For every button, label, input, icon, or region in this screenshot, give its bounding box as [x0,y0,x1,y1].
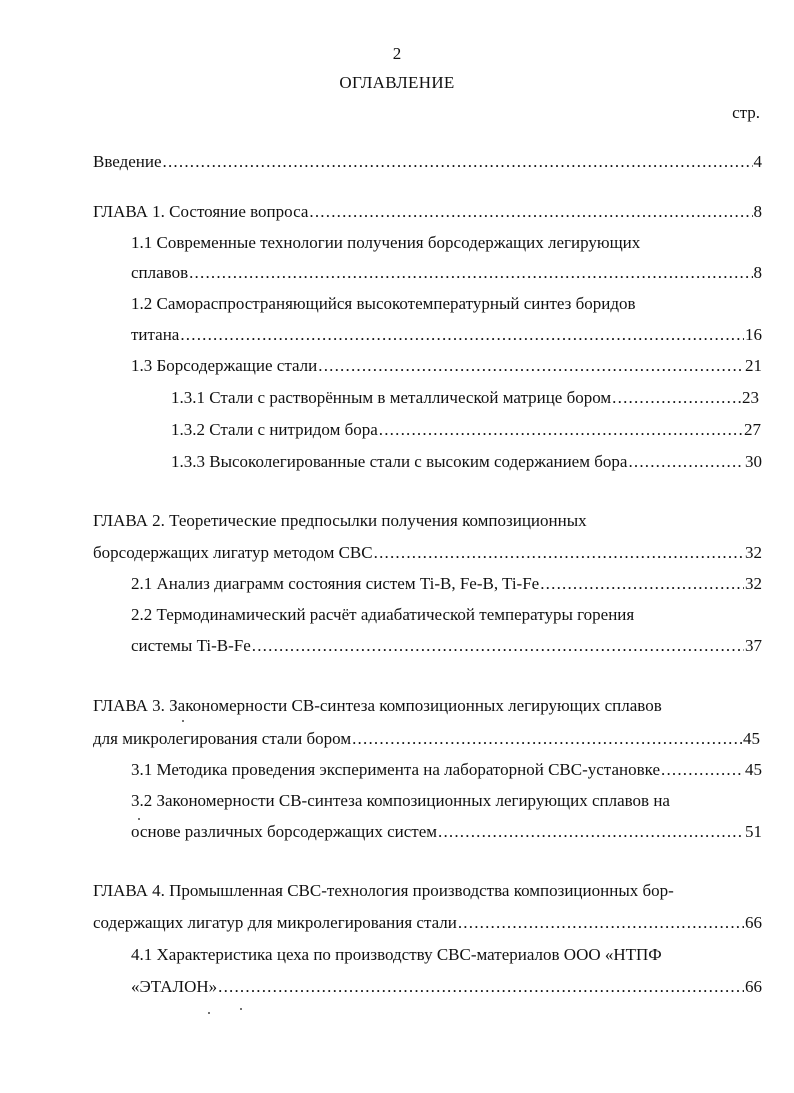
dot-leader [540,573,744,595]
toc-entry-line1: 4.1 Характеристика цеха по производству СВС-материалов ООО «НТПФ [131,945,662,964]
toc-entry-section-2-1 [131,573,762,595]
dot-leader [458,912,744,934]
toc-entry-text: сплавов [131,263,189,282]
dot-leader [309,201,752,223]
toc-entry-text: 2.1 Анализ диаграмм состояния систем Ti-B, Fe-B, Ti-Fe [131,574,540,593]
toc-entry-page: 23 [742,388,759,407]
toc-entry-page: 4 [753,152,762,171]
toc-entry-page: 45 [743,729,760,748]
dot-leader [189,262,752,284]
toc-entry-intro [93,151,762,173]
toc-entry-section-2-2 [131,635,762,657]
dot-leader [218,976,744,998]
toc-entry-text: 1.3 Борсодержащие стали [131,356,318,375]
toc-entry-page: 21 [745,356,762,375]
toc-entry-text: 1.3.3 Высоколегированные стали с высоким содержанием бора [171,452,628,471]
toc-entry-page: 51 [745,822,762,841]
toc-entry-text: основе различных борсодержащих систем [131,822,437,841]
toc-entry-section-3-1 [131,759,762,781]
dot-leader [628,451,744,473]
toc-entry-line1: 3.2 Закономерности СВ-синтеза композиционных легирующих сплавов на [131,791,670,810]
dot-leader [352,728,742,750]
toc-entry-page: 32 [745,574,762,593]
dot-leader [379,419,743,441]
toc-entry-page: 30 [745,452,762,471]
toc-entry-section-1-3 [131,355,762,377]
toc-entry-section-1-3-1 [171,387,759,409]
dot-leader [180,324,744,346]
toc-entry-text: «ЭТАЛОН» [131,977,218,996]
toc-entry-section-3-2 [131,821,762,843]
dot-leader [438,821,744,843]
dot-leader [252,635,744,657]
toc-entry-text: содержащих лигатур для микролегирования стали [93,913,457,932]
toc-entry-page: 37 [745,636,762,655]
dot-leader [374,542,744,564]
page-number: 2 [392,44,402,63]
toc-entry-line1: ГЛАВА 2. Теоретические предпосылки получения композиционных [93,511,587,530]
toc-entry-page: 16 [745,325,762,344]
toc-entry-text: 1.3.2 Стали с нитридом бора [171,420,378,439]
toc-entry-page: 66 [745,913,762,932]
toc-entry-line1: 1.2 Самораспространяющийся высокотемпературный синтез боридов [131,294,636,313]
scan-speck [182,720,184,722]
toc-entry-page: 45 [745,760,762,779]
scan-speck [138,818,140,820]
toc-entry-section-1-3-2 [171,419,761,441]
page-title: ОГЛАВЛЕНИЕ [339,73,455,92]
toc-entry-text: борсодержащих лигатур методом СВС [93,543,373,562]
toc-entry-chapter-4 [93,912,762,934]
toc-entry-text: для микролегирования стали бором [93,729,352,748]
toc-entry-chapter-1 [93,201,762,223]
toc-entry-text: 3.1 Методика проведения эксперимента на лабораторной СВС-установке [131,760,660,779]
toc-entry-section-1-1 [131,262,762,284]
toc-entry-line1: ГЛАВА 4. Промышленная СВС-технология производства композиционных бор- [93,881,674,900]
dot-leader [318,355,744,377]
toc-entry-section-4-1 [131,976,762,998]
toc-entry-page: 8 [753,263,762,282]
page-column-label: стр. [732,103,760,122]
toc-entry-page: 27 [744,420,761,439]
toc-entry-line1: 2.2 Термодинамический расчёт адиабатической температуры горения [131,605,635,624]
toc-entry-chapter-3 [93,728,760,750]
toc-entry-text: титана [131,325,180,344]
dot-leader [163,151,753,173]
scan-speck [208,1012,210,1014]
scan-speck [240,1008,242,1010]
toc-entry-section-1-2 [131,324,762,346]
toc-entry-line1: ГЛАВА 3. Закономерности СВ-синтеза композиционных легирующих сплавов [93,696,662,715]
toc-entry-text: ГЛАВА 1. Состояние вопроса [93,202,309,221]
toc-entry-page: 66 [745,977,762,996]
toc-entry-chapter-2 [93,542,762,564]
toc-entry-text: 1.3.1 Стали с растворённым в металлической матрице бором [171,388,612,407]
toc-entry-text: системы Ti-B-Fe [131,636,251,655]
toc-entry-line1: 1.1 Современные технологии получения борсодержащих легирующих [131,233,641,252]
dot-leader [661,759,744,781]
toc-entry-section-1-3-3 [171,451,762,473]
toc-entry-page: 8 [753,202,762,221]
toc-entry-page: 32 [745,543,762,562]
dot-leader [612,387,741,409]
toc-entry-text: Введение [93,152,162,171]
